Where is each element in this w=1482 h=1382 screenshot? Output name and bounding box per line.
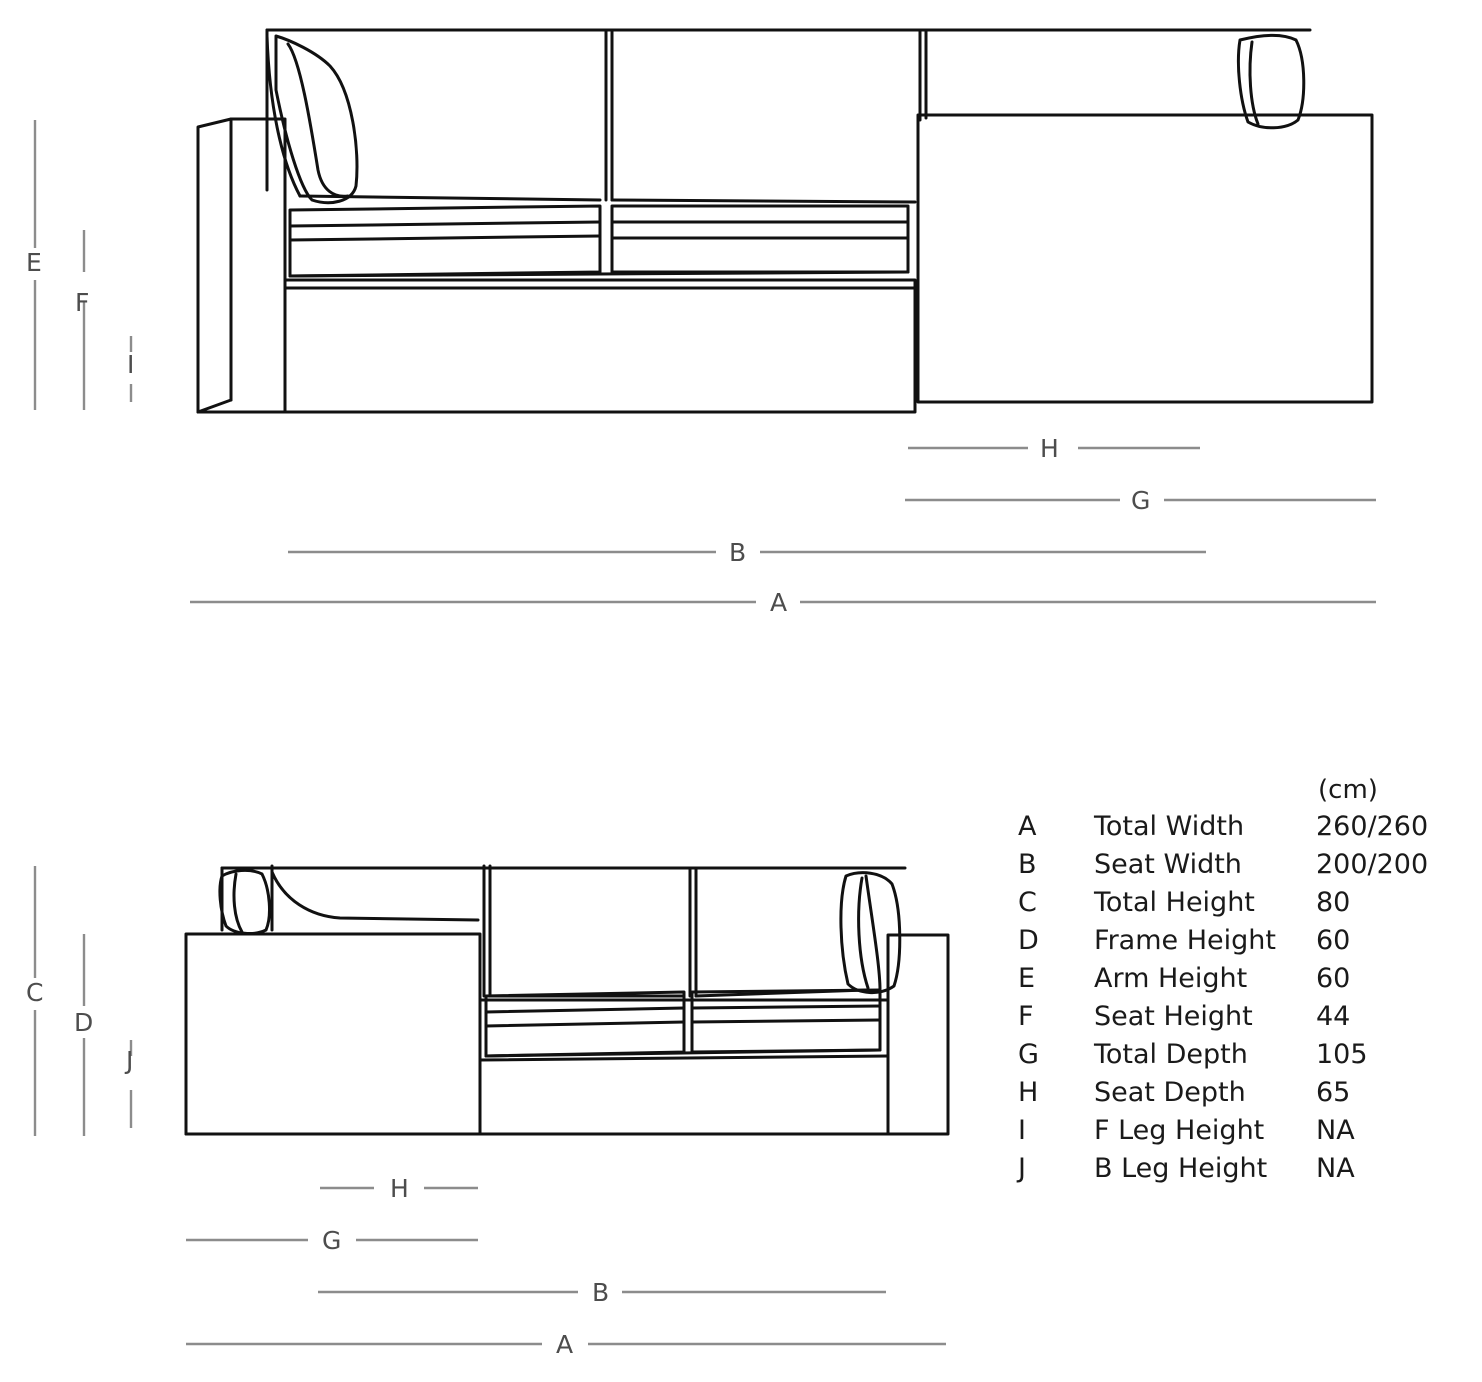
table-row [1018,849,1482,887]
spec-key: D [1018,925,1039,956]
spec-name: Total Height [1094,887,1255,918]
spec-key: A [1018,811,1037,842]
dim-label-bottom-A: A [556,1330,574,1359]
spec-key: J [1018,1153,1026,1184]
table-row [1018,1153,1482,1191]
table-row [1018,1001,1482,1039]
spec-key: C [1018,887,1037,918]
spec-key: B [1018,849,1037,880]
dim-label-top-G: G [1131,486,1151,515]
spec-name: Total Depth [1094,1039,1248,1070]
spec-value: 65 [1316,1077,1351,1108]
table-row [1018,1077,1482,1115]
table-row [1018,963,1482,1001]
spec-name: Seat Depth [1094,1077,1246,1108]
spec-key: I [1018,1115,1026,1146]
dimension-spec-table [1018,775,1482,1191]
spec-key: E [1018,963,1036,994]
spec-key: H [1018,1077,1039,1108]
table-row [1018,811,1482,849]
dim-label-bottom-J: J [126,1046,134,1075]
dim-label-bottom-B: B [592,1278,610,1307]
spec-value: 105 [1316,1039,1368,1070]
spec-name: Total Width [1094,811,1245,842]
dim-label-top-E: E [26,248,43,277]
spec-value: NA [1316,1153,1355,1184]
dim-label-top-F: F [75,288,90,317]
spec-name: Seat Width [1094,849,1242,880]
bottom-view-sofa [186,866,948,1134]
dim-label-bottom-G: G [322,1226,342,1255]
spec-value: 200/200 [1316,849,1429,880]
spec-name: Arm Height [1094,963,1248,994]
spec-value: NA [1316,1115,1355,1146]
spec-value: 44 [1316,1001,1351,1032]
spec-value: 60 [1316,963,1351,994]
spec-value: 260/260 [1316,811,1429,842]
spec-name: Frame Height [1094,925,1276,956]
dim-label-top-B: B [729,538,747,567]
dim-label-top-H: H [1040,434,1060,463]
spec-value: 60 [1316,925,1351,956]
top-view-sofa [198,30,1372,412]
spec-name: F Leg Height [1094,1115,1265,1146]
dim-label-top-I: I [127,350,135,379]
spec-name: B Leg Height [1094,1153,1268,1184]
table-row [1018,925,1482,963]
table-row [1018,1039,1482,1077]
dim-label-bottom-H: H [390,1174,410,1203]
dim-label-bottom-C: C [26,978,44,1007]
dim-label-bottom-D: D [74,1008,94,1037]
table-row [1018,1115,1482,1153]
spec-units-label: (cm) [1318,775,1378,805]
spec-name: Seat Height [1094,1001,1253,1032]
spec-key: F [1018,1001,1034,1032]
dim-label-top-A: A [770,588,788,617]
table-row [1018,887,1482,925]
spec-key: G [1018,1039,1039,1070]
spec-value: 80 [1316,887,1351,918]
